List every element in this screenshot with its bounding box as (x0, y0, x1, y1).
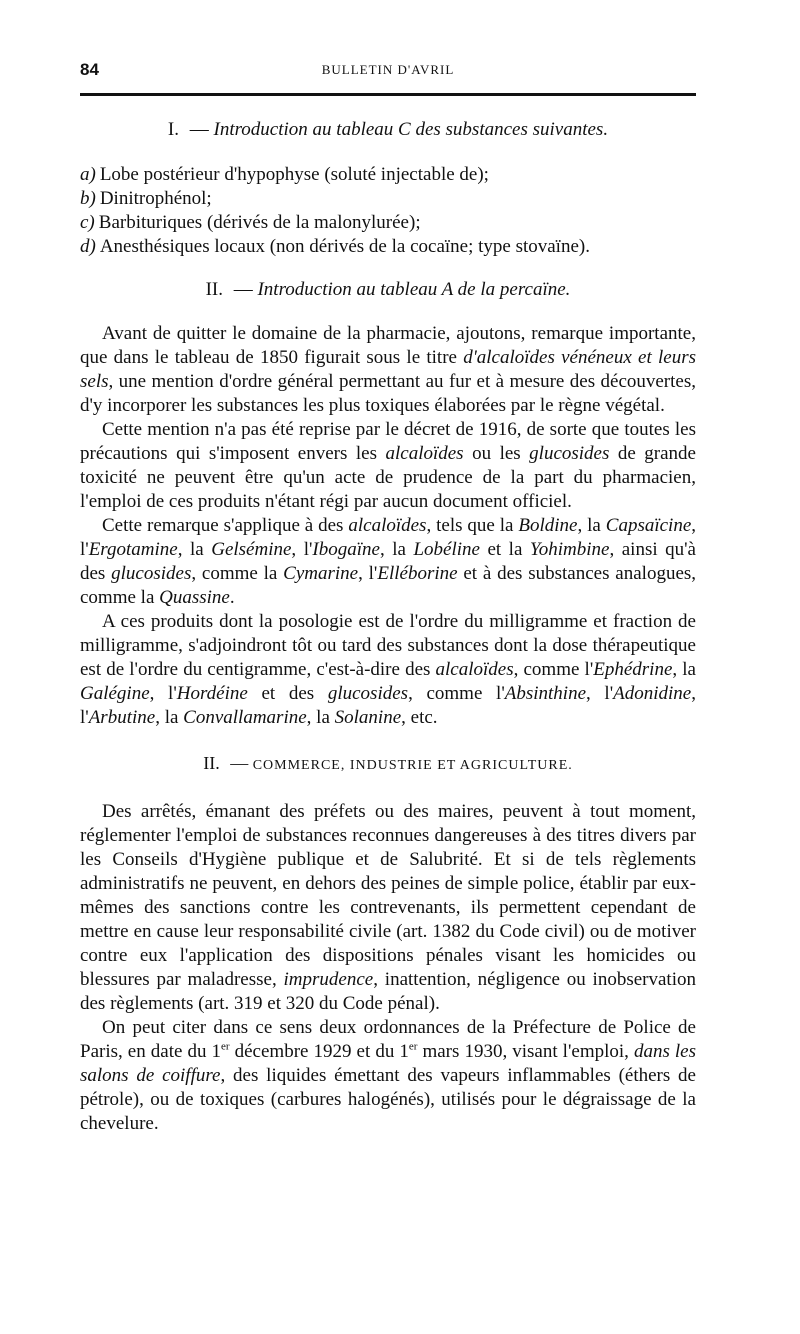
list-item-letter: a) (80, 164, 96, 185)
italic-run: Elléborine (377, 563, 458, 584)
text-run: Des arrêtés, émanant des préfets ou des maires, peuvent à tout moment, réglementer l'emploi de substances reconnues dangereuses à des titres divers par les Conseils d'Hygiène publique et de Salubrité. Et si de tels règlements administratifs ne peuvent, en dehors des peines de simple police, établir par eux-mêmes des sanctions contre les contrevenants, ils permettent cependant de mettre en cause leur responsabilité civile (art. 1382 du Code civil) ou de motiver contre eux l'application des dispositions pénales visant les homicides ou blessures par maladresse, (80, 801, 696, 990)
header-rule (80, 93, 696, 96)
section-heading-introduction-tableau-c (80, 118, 696, 142)
italic-run: alcaloïdes (385, 443, 464, 464)
text-run: mars 1930, visant l'emploi, (417, 1041, 634, 1062)
italic-run: Gelsémine (211, 539, 292, 560)
italic-run: alcaloïdes (435, 659, 514, 680)
text-run: ou les (463, 443, 530, 464)
text-run: , la (306, 707, 335, 728)
text-run: A ces produits dont la posologie est de l'ordre du milligramme et fraction de milligramme, s'adjoindront tôt ou tard des substances dont la dose thérapeutique est de l'ordre du centigramme, c'est-à-dire des (80, 611, 696, 680)
paragraph (80, 800, 696, 1016)
list-item (80, 163, 696, 187)
text-run: et des (247, 683, 328, 704)
paragraph (80, 1016, 696, 1136)
italic-run: Yohimbine (529, 539, 610, 560)
italic-run: Boldine (518, 515, 578, 536)
text-run: On peut citer dans ce sens deux ordonnances de la Préfecture de Police de Paris, en date du 1 (80, 1017, 696, 1062)
text-run: , l' (80, 515, 697, 560)
text-run: , l' (291, 539, 313, 560)
paragraph (80, 514, 696, 610)
text-run: , comme l' (408, 683, 505, 704)
text-run: décembre 1929 et du 1 (229, 1041, 409, 1062)
italic-run: glucosides (529, 443, 610, 464)
italic-run: Hordéine (176, 683, 248, 704)
text-run: , la (672, 659, 696, 680)
text-run: , comme l' (513, 659, 594, 680)
italic-run: Ibogaïne (312, 539, 380, 560)
italic-run: Lobéline (413, 539, 480, 560)
italic-run: Ergotamine (88, 539, 178, 560)
text-run: , l' (586, 683, 614, 704)
superscript: er (221, 1040, 230, 1053)
page-header (80, 60, 696, 84)
text-run: , l' (149, 683, 177, 704)
list-item-text: Barbituriques (dérivés de la malonylurée); (98, 212, 421, 233)
page-number: 84 (80, 60, 99, 79)
page-content (80, 118, 696, 1136)
italic-run: Adonidine (613, 683, 692, 704)
text-run: , inattention, négligence ou inobservation des règlements (art. 319 et 320 du Code pénal). (80, 969, 696, 1014)
list-item (80, 187, 696, 211)
italic-run: Convallamarine (183, 707, 307, 728)
text-run: , tels que la (426, 515, 519, 536)
text-run: . (229, 587, 235, 608)
section-title: Introduction au tableau A de la percaïne. (257, 279, 571, 300)
text-run: , la (155, 707, 184, 728)
list-item-text: Lobe postérieur d'hypophyse (soluté injectable de); (99, 164, 489, 185)
text-run: et la (479, 539, 530, 560)
text-run: Cette remarque s'applique à des (102, 515, 349, 536)
section-title: Introduction au tableau C des substances suivantes. (213, 119, 609, 140)
text-run: et à des substances analogues, comme la (80, 563, 697, 608)
substances-list (80, 163, 696, 259)
section-heading-introduction-tableau-a (80, 278, 696, 302)
section-number: I. (167, 119, 179, 140)
section-dash: — (233, 279, 253, 300)
italic-run: imprudence (283, 969, 374, 990)
section-heading-commerce (80, 751, 696, 778)
text-run: de grande toxicité ne peuvent être qu'un acte de prudence de la part du pharmacien, l'emploi de ces produits n'étant régi par aucun document officiel. (80, 443, 696, 512)
section-number: II. (203, 753, 220, 773)
text-run: Cette mention n'a pas été reprise par le décret de 1916, de sorte que toutes les précautions qui s'imposent envers les (80, 419, 696, 464)
italic-run: Galégine (80, 683, 150, 704)
text-run: , la (577, 515, 606, 536)
section-title: COMMERCE, INDUSTRIE ET AGRICULTURE. (252, 758, 573, 773)
list-item (80, 235, 696, 259)
section-number: II. (205, 279, 223, 300)
italic-run: glucosides (327, 683, 409, 704)
italic-run: d'alcaloïdes vénéneux et leurs sels (80, 347, 696, 392)
text-run: , des liquides émettant des vapeurs inflammables (éthers de pétrole), ou de toxiques (carbures halogénés), utilisés pour le dégraissage de la chevelure. (80, 1065, 696, 1134)
italic-run: Absinthine (504, 683, 587, 704)
text-run: , une mention d'ordre général permettant au fur et à mesure des découvertes, d'y incorporer les substances les plus toxiques élaborées par le règne végétal. (80, 371, 696, 416)
list-item-letter: b) (80, 188, 96, 209)
paragraph (80, 322, 696, 418)
running-head: BULLETIN D'AVRIL (321, 62, 455, 77)
text-run: Avant de quitter le domaine de la pharmacie, ajoutons, remarque importante, que dans le tableau de 1850 figurait sous le titre (80, 323, 696, 368)
list-item-text: Dinitrophénol; (99, 188, 212, 209)
italic-run: Arbutine (88, 707, 156, 728)
italic-run: dans les salons de coiffure (80, 1041, 697, 1086)
list-item (80, 211, 696, 235)
italic-run: Cymarine (283, 563, 359, 584)
section-dash: — (230, 753, 249, 773)
text-run: , ainsi qu'à des (80, 539, 696, 584)
italic-run: Capsaïcine (605, 515, 692, 536)
text-run: , etc. (401, 707, 438, 728)
italic-run: alcaloïdes (348, 515, 427, 536)
text-run: , l' (80, 683, 696, 728)
list-item-letter: d) (80, 236, 96, 257)
italic-run: Solanine (334, 707, 402, 728)
text-run: , la (177, 539, 212, 560)
text-run: , l' (358, 563, 378, 584)
paragraph (80, 610, 696, 730)
italic-run: glucosides (111, 563, 192, 584)
superscript: er (408, 1040, 418, 1053)
italic-run: Ephédrine (593, 659, 673, 680)
list-item-letter: c) (80, 212, 95, 233)
text-run: , la (379, 539, 414, 560)
section-dash: — (189, 119, 209, 140)
list-item-text: Anesthésiques locaux (non dérivés de la cocaïne; type stovaïne). (99, 236, 590, 257)
paragraph (80, 418, 696, 514)
text-run: , comme la (191, 563, 284, 584)
italic-run: Quassine (159, 587, 230, 608)
